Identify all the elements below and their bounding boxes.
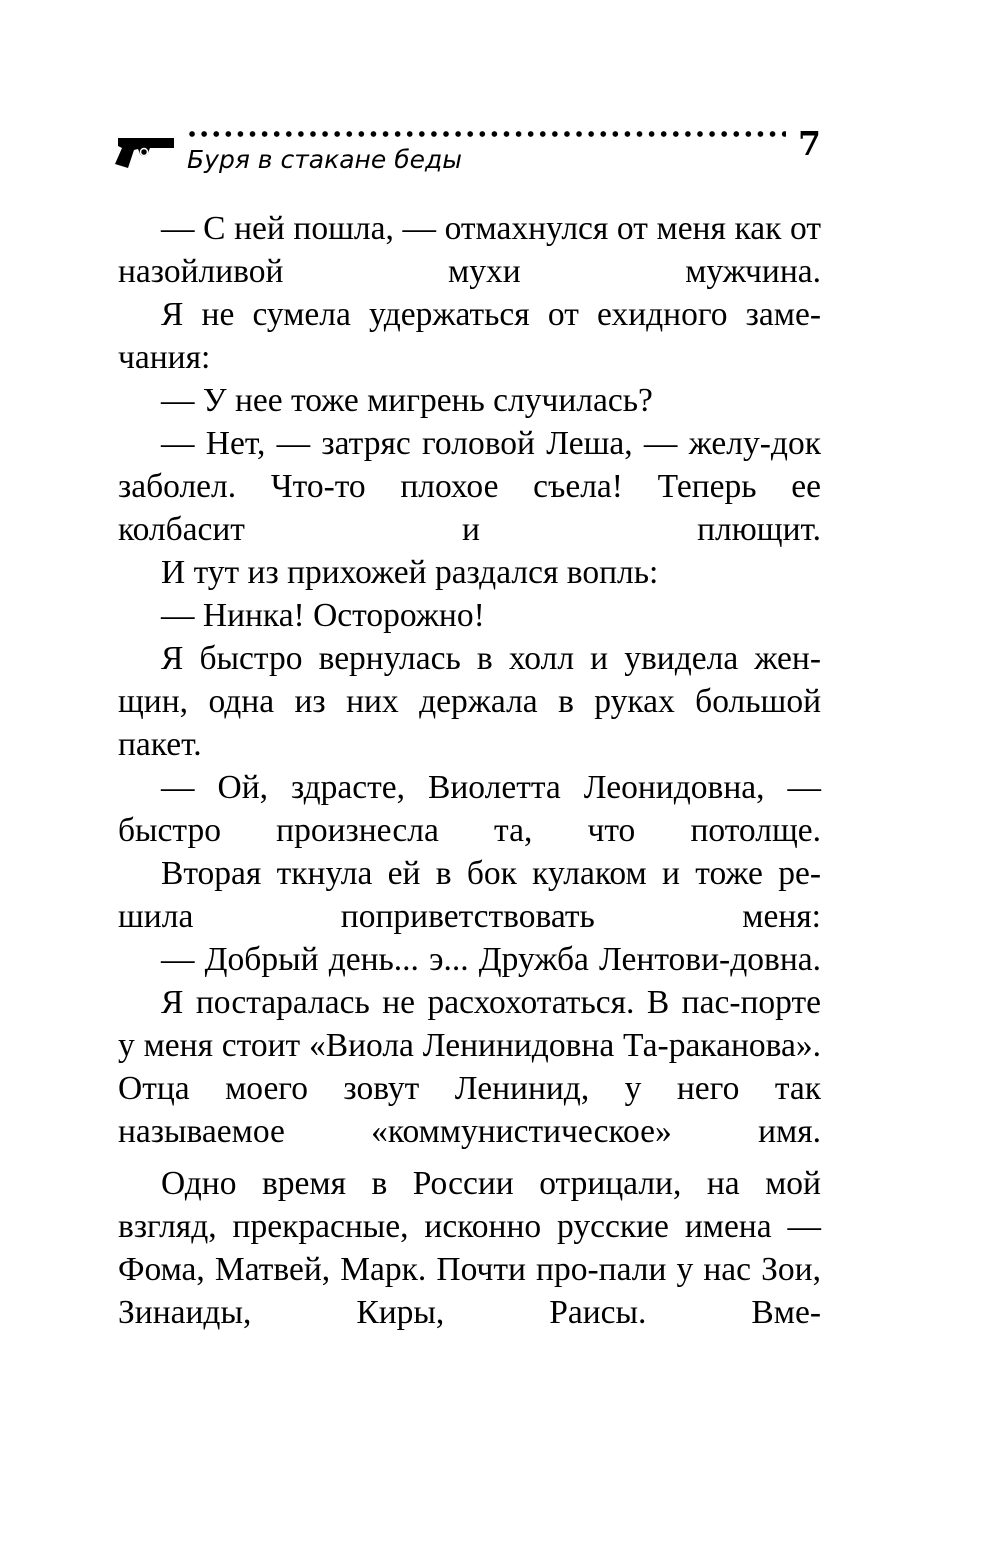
- text-line: пакет.: [118, 726, 202, 763]
- text-line: раканова». Отца моего зовут Ленинид, у него: [118, 1027, 821, 1107]
- text-line: Я не сумела удержаться от ехидного заме-: [161, 296, 821, 333]
- text-line: — Добрый день... э... Дружба Лентови-: [161, 941, 731, 978]
- text-line: колбасит и плющит.: [118, 511, 821, 548]
- text-line: быстро произнесла та, что потолще.: [118, 812, 821, 849]
- paragraph: [118, 852, 821, 938]
- text-line: пали у нас Зои, Зинаиды, Киры, Раисы. Вме-: [118, 1251, 821, 1331]
- text-line: — У нее тоже мигрень случилась?: [161, 382, 653, 419]
- body-text: [118, 207, 821, 1334]
- text-line: Одно время в России отрицали, на: [161, 1165, 740, 1202]
- text-line: Вторая ткнула ей в бок кулаком и тоже ре-: [161, 855, 821, 892]
- paragraph: [118, 938, 821, 981]
- paragraph: [118, 379, 821, 422]
- paragraph: [118, 422, 821, 551]
- paragraph: [118, 981, 821, 1153]
- text-line: Я постаралась не расхохотаться. В пас-: [161, 984, 741, 1021]
- text-line: Я быстро вернулась в холл и увидела жен-: [161, 640, 821, 677]
- text-line: И тут из прихожей раздался вопль:: [161, 554, 659, 591]
- text-line: — Нет, — затряс головой Леша, — желу-: [161, 425, 771, 462]
- text-line: довна.: [730, 941, 821, 978]
- dotted-rule: [186, 129, 786, 139]
- text-line: — Ой, здрасте, Виолетта Леонидовна, —: [161, 769, 821, 806]
- paragraph: [118, 637, 821, 766]
- text-line: мой взгляд, прекрасные, исконно русские: [118, 1165, 821, 1245]
- text-line: — С ней пошла, — отмахнулся от меня: [161, 210, 726, 247]
- paragraph: [118, 551, 821, 594]
- paragraph: [118, 293, 821, 379]
- paragraph: [118, 1162, 821, 1334]
- paragraph: [118, 766, 821, 852]
- paragraph: [118, 594, 821, 637]
- text-line: имена — Фома, Матвей, Марк. Почти про-: [118, 1208, 821, 1288]
- page-number: 7: [798, 124, 821, 163]
- text-line: как от назойливой мухи мужчина.: [118, 210, 822, 290]
- text-line: — Нинка! Осторожно!: [161, 597, 485, 634]
- text-line: док заболел. Что-то плохое съела! Теперь ее: [118, 425, 821, 505]
- text-line: чания:: [118, 339, 211, 376]
- text-line: порте у меня стоит «Виола Ленинидовна Та-: [118, 984, 821, 1064]
- text-line: шила поприветствовать меня:: [118, 898, 821, 935]
- revolver-icon: [114, 128, 176, 172]
- paragraph: [118, 207, 821, 293]
- text-line: так называемое «коммунистическое» имя.: [118, 1070, 822, 1150]
- running-header: [0, 0, 1000, 200]
- text-line: щин, одна из них держала в руках большой: [118, 683, 821, 720]
- book-title: Буря в стакане беды: [187, 145, 463, 174]
